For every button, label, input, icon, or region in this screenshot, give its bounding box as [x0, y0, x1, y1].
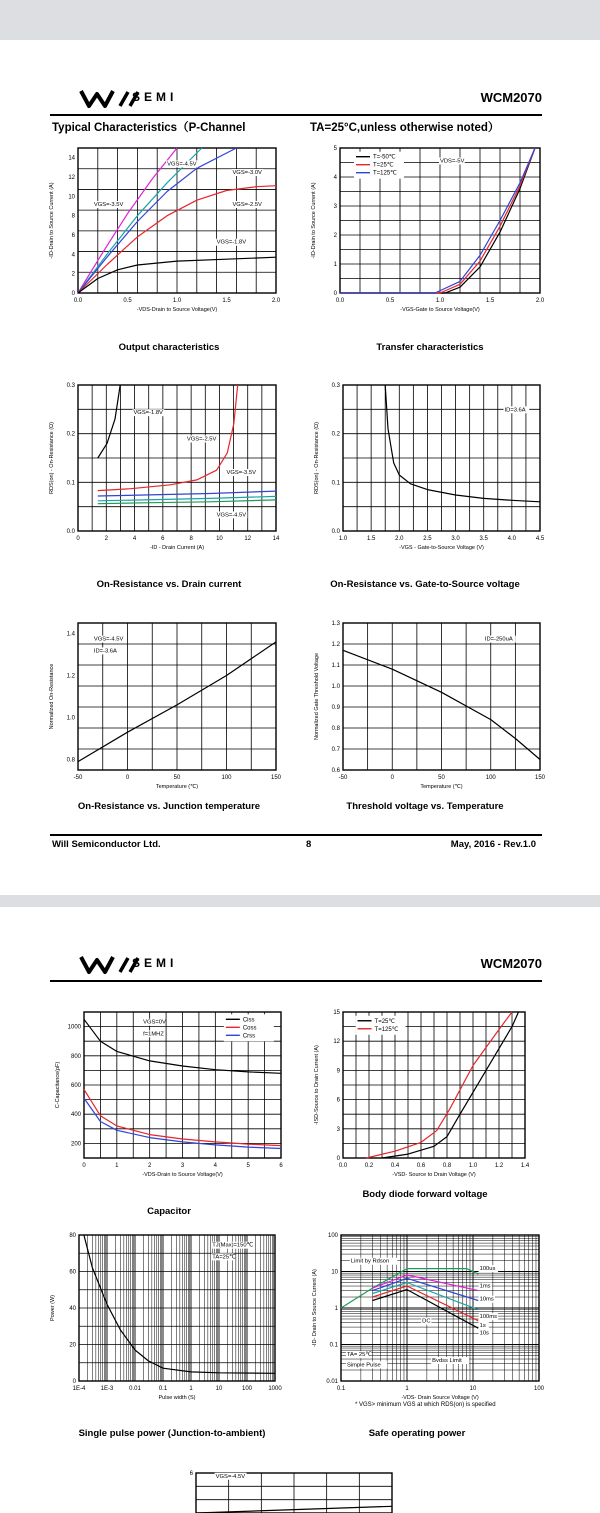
series-line — [84, 1235, 275, 1373]
x-tick-label: 1.5 — [366, 536, 376, 542]
annotation-label: 100us — [479, 1266, 496, 1273]
x-tick-label: 3 — [180, 1163, 185, 1169]
y-tick-label: 1.1 — [331, 663, 340, 669]
annotation-label: 10ms — [479, 1296, 494, 1303]
y-tick-label: 4 — [71, 252, 75, 259]
y-tick-label: 0.3 — [66, 383, 75, 389]
output-characteristics-chart — [49, 148, 281, 313]
x-tick-label: 5 — [246, 1163, 250, 1169]
x-tick-label: 0.5 — [385, 298, 395, 304]
x-axis-label: -VGS-Gate to Source Voltage(V) — [400, 307, 480, 313]
x-tick-label: 10 — [469, 1386, 477, 1392]
x-tick-label: 8 — [189, 536, 193, 542]
annotation-label: ID=-250uA — [484, 636, 513, 643]
y-tick-label: 2 — [333, 233, 337, 239]
x-tick-label: 0 — [76, 536, 80, 542]
brand-text: SEMI — [132, 956, 178, 970]
single-pulse-power-chart — [50, 1233, 282, 1401]
x-tick-label: 1.0 — [435, 298, 445, 304]
y-tick-label: 0.7 — [331, 747, 340, 753]
x-axis-label: -VSD- Source to Drain Voltage (V) — [392, 1172, 476, 1178]
chart-caption: Output characteristics — [118, 342, 220, 353]
page-header — [50, 84, 542, 116]
annotation-label: ID=3.6A — [504, 407, 526, 414]
x-tick-label: 50 — [173, 775, 181, 781]
annotation-label: VDS=-5V — [440, 158, 465, 165]
annotation-label: VGS=-4.5V — [216, 512, 247, 519]
annotation-label: VGS=-2.5V — [232, 202, 262, 208]
x-tick-label: 14 — [272, 536, 280, 542]
x-tick-label: 0.0 — [338, 1163, 348, 1169]
footer-company: Will Semiconductor Ltd. — [52, 839, 161, 850]
y-tick-label: 6 — [71, 233, 75, 239]
y-axis-label: Normalized Gate Threshold Voltage — [314, 652, 320, 741]
footer-page-number: 8 — [306, 839, 312, 850]
y-tick-label: 80 — [69, 1233, 76, 1239]
chart-caption: On-Resistance vs. Drain current — [96, 579, 242, 590]
x-axis-label: Pulse width (S) — [158, 1395, 196, 1401]
annotation-label: ID=-3.6A — [93, 648, 117, 655]
annotation-label: VGS=-3.5V — [226, 470, 256, 477]
series-line — [98, 491, 276, 496]
chart-caption: Threshold voltage vs. Temperature — [346, 801, 504, 812]
legend — [354, 152, 404, 179]
y-tick-label: 2 — [71, 271, 75, 278]
y-tick-label: 1 — [333, 262, 337, 268]
page-gap — [0, 895, 600, 907]
y-tick-label: 400 — [70, 1112, 81, 1119]
x-tick-label: 2 — [104, 536, 108, 542]
annotation-label: VGS=-1.8V — [133, 410, 163, 417]
annotation-label: VGS=-4.5V — [167, 161, 197, 168]
chart-caption: On-Resistance vs. Junction temperature — [77, 801, 261, 812]
y-tick-label: 9 — [336, 1068, 340, 1075]
x-tick-label: 6 — [161, 536, 165, 542]
brand-text: SEMI — [132, 90, 178, 104]
x-tick-label: 0.8 — [442, 1163, 452, 1169]
chart-caption: Body diode forward voltage — [362, 1189, 488, 1200]
x-tick-label: -50 — [338, 775, 348, 781]
annotation-label: Bvdss Limit — [432, 1358, 462, 1365]
y-tick-label: 0.0 — [66, 529, 75, 535]
y-tick-label: 1.2 — [66, 673, 75, 680]
on-resistance-vs-temperature-chart — [49, 623, 282, 790]
legend-label: Ciss — [242, 1017, 255, 1024]
grid — [78, 385, 276, 531]
y-axis-label: -ID- Drain to Source Current (A) — [312, 1269, 318, 1347]
legend — [224, 1014, 274, 1041]
y-tick-label: 40 — [69, 1306, 76, 1312]
annotation-label: VGS=-1.8V — [216, 239, 247, 246]
x-tick-label: 2.0 — [535, 298, 545, 304]
x-tick-label: 3.0 — [451, 536, 460, 542]
y-tick-label: 1.4 — [66, 631, 75, 638]
x-tick-label: 100 — [241, 1386, 253, 1392]
x-tick-label: 1.4 — [520, 1163, 530, 1169]
y-tick-label: 0.2 — [331, 431, 340, 438]
safe-operating-area-chart — [312, 1233, 545, 1401]
footer-date: May, 2016 - Rev.1.0 — [450, 839, 536, 850]
x-axis-label: Temperature (℃) — [420, 784, 463, 790]
x-tick-label: 100 — [221, 775, 232, 781]
x-tick-label: 4 — [213, 1163, 218, 1169]
transfer-characteristics-chart — [311, 146, 545, 313]
x-tick-label: 4 — [132, 536, 137, 542]
y-tick-label: 1.3 — [331, 621, 340, 627]
legend-label: T=25℃ — [373, 162, 394, 169]
y-axis-label: -ISD-Source to Drain Current (A) — [314, 1045, 320, 1125]
chart-caption: Safe operating power — [368, 1428, 466, 1439]
annotation-label: VGS=-2.5V — [186, 436, 217, 443]
grid — [78, 623, 276, 770]
x-tick-label: 1.2 — [494, 1163, 504, 1169]
x-tick-label: 2.0 — [271, 298, 281, 304]
y-tick-label: 10 — [68, 194, 75, 201]
partial-chart — [189, 1471, 392, 1513]
annotation-label: VGS=-3.5V — [93, 202, 124, 208]
x-tick-label: 1 — [405, 1386, 409, 1392]
x-tick-label: 4.5 — [535, 536, 545, 542]
y-tick-label: 8 — [71, 213, 75, 220]
annotation-label: Simple Pulse — [346, 1362, 381, 1369]
x-axis-label: Temperature (℃) — [155, 784, 199, 790]
series-line — [98, 385, 120, 458]
y-tick-label: 600 — [70, 1083, 81, 1089]
x-axis-label: -VDS-Drain to Source Voltage(V) — [136, 307, 218, 313]
x-tick-label: 1 — [189, 1386, 193, 1392]
y-axis-label: -ID-Drain to Source Current (A) — [311, 182, 317, 259]
y-tick-label: 0 — [71, 291, 75, 297]
x-tick-label: 1.0 — [338, 536, 348, 542]
x-tick-label: 1000 — [268, 1386, 282, 1392]
y-axis-label: Normalized On-Resistance — [49, 663, 55, 730]
y-tick-label: 0.6 — [331, 768, 340, 774]
y-tick-label: 10 — [331, 1269, 338, 1276]
y-tick-label: 0.1 — [66, 480, 75, 487]
y-tick-label: 100 — [327, 1233, 338, 1239]
chart-caption: Capacitor — [147, 1206, 191, 1217]
annotation-label: TA= 25℃ — [346, 1352, 372, 1359]
x-tick-label: 0 — [125, 775, 130, 781]
on-resistance-vs-drain-current-chart — [49, 383, 280, 551]
y-tick-label: 14 — [68, 155, 75, 162]
y-tick-label: 5 — [333, 146, 337, 152]
y-tick-label: 1 — [334, 1306, 338, 1312]
part-number: WCM2070 — [480, 90, 542, 105]
y-tick-label: 12 — [68, 175, 75, 181]
chart-caption: Transfer characteristics — [376, 342, 484, 353]
x-tick-label: 1.5 — [222, 298, 231, 304]
y-tick-label: 0 — [333, 291, 337, 297]
annotation-label: TJ(Max)=150℃ — [212, 1242, 254, 1249]
legend-label: T=125℃ — [374, 1026, 399, 1033]
x-tick-label: 0.0 — [73, 298, 83, 304]
y-tick-label: 200 — [70, 1141, 81, 1148]
x-tick-label: 0.2 — [364, 1163, 374, 1169]
x-tick-label: 0.5 — [123, 298, 132, 304]
annotation-label: 1s — [479, 1322, 486, 1329]
section-condition: TA=25°C,unless otherwise noted） — [310, 122, 500, 134]
y-axis-label: RDS(on) - On-Resistance (Ω) — [314, 422, 320, 494]
y-tick-label: 12 — [333, 1039, 340, 1046]
annotation-label: TA=25℃ — [212, 1254, 236, 1261]
x-tick-label: 100 — [485, 775, 496, 781]
annotation-label: 100ms — [479, 1314, 498, 1321]
x-tick-label: 1.0 — [468, 1163, 478, 1169]
x-tick-label: 0.4 — [390, 1163, 400, 1169]
x-tick-label: 0.1 — [336, 1386, 346, 1392]
y-tick-label: 3 — [336, 1126, 340, 1133]
y-tick-label: 1.0 — [331, 684, 340, 690]
legend — [356, 1016, 406, 1035]
x-tick-label: 2.0 — [395, 536, 404, 542]
part-number: WCM2070 — [480, 956, 542, 971]
x-tick-label: 100 — [533, 1386, 545, 1392]
legend-label: T=-50℃ — [373, 154, 396, 161]
y-axis-label: RDS(on) - On-Resistance (Ω) — [49, 422, 55, 494]
x-tick-label: 3.5 — [479, 536, 488, 542]
y-tick-label: 0.8 — [331, 726, 340, 732]
x-axis-label: -VDS- Drain Source Voltage (V) — [401, 1395, 479, 1401]
page-gap — [0, 0, 600, 40]
y-axis-label: C-Capacitance(pF) — [55, 1061, 61, 1109]
y-tick-label: 0.1 — [329, 1342, 338, 1349]
x-tick-label: 12 — [244, 536, 252, 542]
page-footer — [50, 834, 542, 852]
x-tick-label: 0.1 — [158, 1386, 168, 1392]
x-tick-label: 0.0 — [335, 298, 345, 304]
annotation-label: 10s — [479, 1330, 489, 1337]
y-tick-label: 1.2 — [331, 642, 340, 648]
x-tick-label: 0.01 — [129, 1386, 141, 1392]
y-tick-label: 3 — [333, 204, 337, 210]
annotation-label: VGS=-4.5V — [215, 1473, 246, 1480]
legend-label: Coss — [242, 1025, 257, 1032]
x-tick-label: 2 — [147, 1163, 152, 1169]
section-title: Typical Characteristics（P-Channel — [52, 122, 246, 134]
x-tick-label: 10 — [215, 1386, 223, 1392]
y-tick-label: 0.2 — [66, 431, 75, 438]
x-tick-label: 1.0 — [172, 298, 182, 304]
annotation-label: DC — [422, 1318, 431, 1325]
x-tick-label: 0 — [390, 775, 394, 781]
threshold-voltage-vs-temperature-chart — [314, 621, 546, 790]
chart-caption: On-Resistance vs. Gate-to-Source voltage — [330, 579, 520, 590]
grid — [343, 623, 540, 770]
x-tick-label: 150 — [534, 775, 546, 781]
x-tick-label: -50 — [73, 775, 83, 781]
y-tick-label: 6 — [336, 1097, 340, 1104]
annotation-label: VGS=-3.0V — [232, 170, 262, 177]
chart-caption: Single pulse power (Junction-to-ambient) — [78, 1428, 266, 1439]
y-tick-label: 0.3 — [331, 383, 340, 389]
series-line — [385, 385, 540, 502]
y-tick-label: 20 — [69, 1342, 76, 1349]
x-tick-label: 1 — [115, 1163, 119, 1169]
x-axis-label: -VDS-Drain to Source Voltage(V) — [142, 1172, 223, 1178]
x-tick-label: 1E-4 — [72, 1386, 86, 1392]
x-tick-label: 1.5 — [485, 298, 495, 304]
x-tick-label: 0.6 — [416, 1163, 426, 1169]
annotation-label: 1ms — [479, 1283, 491, 1290]
y-tick-label: 60 — [69, 1269, 76, 1276]
legend-label: T=125℃ — [373, 170, 397, 177]
y-tick-label: 0 — [336, 1156, 340, 1162]
y-tick-label: 6 — [189, 1471, 193, 1477]
y-tick-label: 0.0 — [331, 529, 340, 535]
y-axis-label: -ID-Drain to Source Current (A) — [49, 182, 55, 259]
x-tick-label: 0 — [82, 1163, 86, 1169]
y-tick-label: 1.0 — [66, 715, 75, 722]
annotation-label: Limit by Rdson — [350, 1258, 390, 1265]
y-tick-label: 0 — [72, 1379, 76, 1385]
series-line — [78, 148, 202, 293]
x-tick-label: 2.5 — [423, 536, 432, 542]
y-tick-label: 0.1 — [331, 480, 340, 487]
x-axis-label: -VGS - Gate-to-Source Voltage (V) — [399, 545, 484, 551]
body-diode-forward-voltage-chart — [314, 1010, 530, 1178]
legend-label: T=25℃ — [374, 1018, 396, 1025]
x-axis-label: -ID - Drain Current (A) — [149, 545, 205, 551]
page-2 — [0, 907, 600, 1494]
y-tick-label: 15 — [333, 1010, 340, 1016]
page-header — [50, 950, 542, 982]
annotation-label: f=1MHZ — [143, 1031, 164, 1038]
y-tick-label: 0.8 — [66, 757, 75, 764]
soa-footnote: * VGS> minimum VGS at which RDS(on) is specified — [355, 1402, 496, 1408]
on-resistance-vs-gate-voltage-chart — [314, 383, 545, 551]
y-tick-label: 0.9 — [331, 705, 340, 711]
y-tick-label: 1000 — [67, 1024, 81, 1031]
x-tick-label: 50 — [438, 775, 445, 781]
legend-label: Crss — [242, 1033, 256, 1040]
x-tick-label: 150 — [270, 775, 282, 781]
x-tick-label: 4.0 — [507, 536, 517, 542]
series-line — [78, 148, 177, 293]
x-tick-label: 6 — [279, 1163, 283, 1169]
x-tick-label: 1E-3 — [100, 1386, 114, 1392]
annotation-label: VGS=-4.5V — [93, 636, 124, 643]
x-tick-label: 10 — [216, 536, 223, 542]
y-tick-label: 0.01 — [326, 1379, 338, 1385]
annotation-label: VGS=0V — [143, 1019, 166, 1026]
capacitance-chart — [55, 1012, 283, 1178]
y-tick-label: 4 — [333, 175, 337, 181]
y-tick-label: 800 — [70, 1053, 81, 1060]
y-axis-label: Power (W) — [50, 1295, 56, 1321]
